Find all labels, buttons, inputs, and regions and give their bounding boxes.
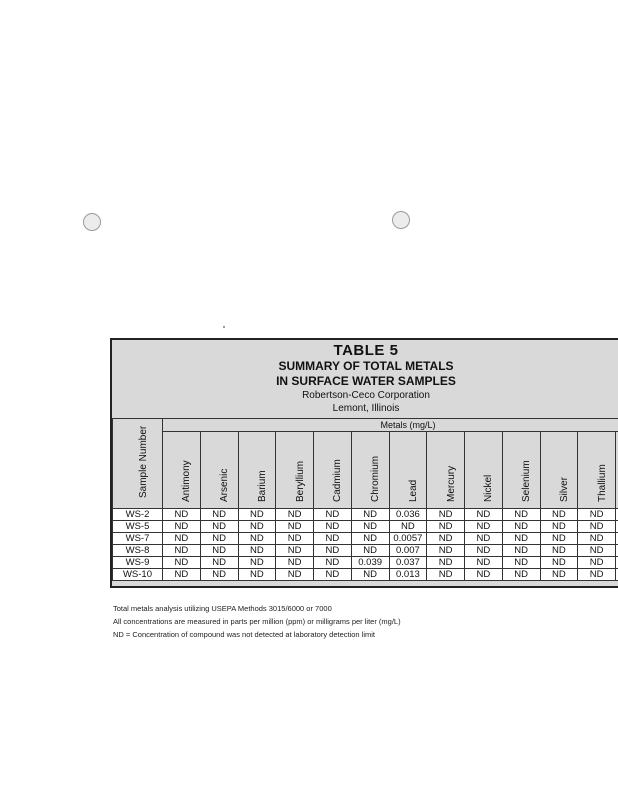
metal-value-cell: ND (276, 545, 314, 557)
metal-value-cell: ND (427, 533, 465, 545)
metal-value-cell: ND (200, 557, 238, 569)
metal-header-label: Thallium (596, 464, 608, 502)
metal-value-cell: ND (351, 533, 389, 545)
metal-value-cell: ND (351, 545, 389, 557)
metal-header-label: Silver (558, 476, 570, 502)
sample-id-cell: WS-2 (113, 509, 163, 521)
metal-value-cell: ND (465, 509, 503, 521)
metal-value-cell: ND (540, 557, 578, 569)
metal-value-cell: ND (314, 545, 352, 557)
site-location: Lemont, Illinois (332, 403, 400, 414)
sample-id-cell: WS-8 (113, 545, 163, 557)
metal-value-cell: ND (163, 509, 201, 521)
metal-value-cell: ND (314, 509, 352, 521)
metal-header-label: Selenium (521, 460, 533, 502)
metal-value-cell: ND (200, 509, 238, 521)
metal-value-cell: ND (465, 545, 503, 557)
table-body (113, 509, 618, 581)
metal-value-cell: ND (389, 521, 427, 533)
metal-value-cell: ND (465, 533, 503, 545)
metal-value-cell: ND (276, 533, 314, 545)
metal-value-cell: ND (163, 569, 201, 581)
metal-header-lead (389, 432, 427, 509)
metal-header-label: Lead (407, 479, 419, 502)
metal-header-label: Chromium (370, 455, 382, 502)
metal-header-label: Antimony (181, 460, 193, 502)
table-row (113, 521, 618, 533)
metal-value-cell: ND (502, 533, 540, 545)
metal-value-cell: 0.0057 (389, 533, 427, 545)
table-row (113, 545, 618, 557)
metal-value-cell: ND (502, 509, 540, 521)
metal-value-cell: ND (276, 521, 314, 533)
metal-value-cell: ND (200, 569, 238, 581)
metal-value-cell: ND (163, 533, 201, 545)
metal-value-cell: ND (502, 569, 540, 581)
metal-value-cell: ND (578, 521, 616, 533)
metal-value-cell: ND (427, 569, 465, 581)
note-nd-definition: ND = Concentration of compound was not detected at laboratory detection limit (113, 630, 376, 639)
metal-value-cell: ND (578, 509, 616, 521)
sample-number-header (113, 419, 163, 509)
metal-value-cell: ND (540, 509, 578, 521)
metal-value-cell: 0.039 (351, 557, 389, 569)
metal-value-cell: ND (276, 509, 314, 521)
metal-value-cell: 0.036 (389, 509, 427, 521)
metal-value-cell: 0.037 (389, 557, 427, 569)
metal-value-cell: ND (351, 521, 389, 533)
metal-value-cell: ND (465, 557, 503, 569)
metal-header-nickel (465, 432, 503, 509)
metal-value-cell: ND (238, 557, 276, 569)
metal-header-antimony (163, 432, 201, 509)
table-row (113, 557, 618, 569)
metal-header-row (113, 432, 618, 509)
metal-value-cell: ND (238, 509, 276, 521)
metal-value-cell: ND (502, 557, 540, 569)
metal-header-thallium (578, 432, 616, 509)
metal-value-cell: ND (578, 557, 616, 569)
metal-header-chromium (351, 432, 389, 509)
metal-header-arsenic (200, 432, 238, 509)
table-row (113, 569, 618, 581)
metal-value-cell: 0.007 (389, 545, 427, 557)
metal-value-cell: ND (540, 545, 578, 557)
metal-value-cell: ND (163, 545, 201, 557)
sample-id-cell: WS-7 (113, 533, 163, 545)
metal-value-cell: 0.013 (389, 569, 427, 581)
metal-header-selenium (502, 432, 540, 509)
metal-value-cell: ND (200, 533, 238, 545)
metal-value-cell: ND (578, 533, 616, 545)
metal-value-cell: ND (351, 569, 389, 581)
note-units: All concentrations are measured in parts per million (ppm) or milligrams per liter (mg/L) (113, 617, 401, 626)
metal-value-cell: ND (200, 545, 238, 557)
metal-header-beryllium (276, 432, 314, 509)
metal-value-cell: ND (351, 509, 389, 521)
metal-value-cell: ND (502, 545, 540, 557)
sample-id-cell: WS-9 (113, 557, 163, 569)
metal-value-cell: ND (238, 533, 276, 545)
hole-punch-left (83, 213, 101, 231)
metal-value-cell: ND (163, 557, 201, 569)
table-subtitle-line2: IN SURFACE WATER SAMPLES (276, 374, 456, 388)
company-name: Robertson-Ceco Corporation (302, 390, 430, 401)
metal-header-label: Mercury (445, 465, 457, 502)
metal-header-label: Cadmium (332, 459, 344, 502)
metal-value-cell: ND (314, 521, 352, 533)
table-row (113, 509, 618, 521)
metal-value-cell: ND (427, 545, 465, 557)
metal-value-cell: ND (540, 521, 578, 533)
metal-value-cell: ND (540, 533, 578, 545)
metal-value-cell: ND (427, 509, 465, 521)
metal-header-mercury (427, 432, 465, 509)
note-methods: Total metals analysis utilizing USEPA Methods 3015/6000 or 7000 (113, 604, 332, 613)
metal-value-cell: ND (163, 521, 201, 533)
metal-value-cell: ND (502, 521, 540, 533)
metal-header-label: Arsenic (219, 468, 231, 502)
metal-value-cell: ND (540, 569, 578, 581)
metal-value-cell: ND (314, 533, 352, 545)
metal-header-label: Barium (256, 470, 268, 502)
table-title: TABLE 5 (333, 342, 399, 359)
metals-summary-table (110, 338, 618, 588)
metal-value-cell: ND (200, 521, 238, 533)
metals-data-table (112, 418, 618, 581)
metal-value-cell: ND (276, 557, 314, 569)
table-notes (113, 602, 401, 641)
metal-value-cell: ND (238, 545, 276, 557)
metal-value-cell: ND (578, 545, 616, 557)
metals-group-header: Metals (mg/L) (163, 419, 618, 432)
metal-value-cell: ND (276, 569, 314, 581)
metal-header-silver (540, 432, 578, 509)
metal-value-cell: ND (238, 569, 276, 581)
table-row (113, 533, 618, 545)
table-title-block (112, 340, 618, 418)
metal-header-cadmium (314, 432, 352, 509)
metal-value-cell: ND (427, 521, 465, 533)
sample-id-cell: WS-5 (113, 521, 163, 533)
metal-value-cell: ND (238, 521, 276, 533)
metal-value-cell: ND (314, 569, 352, 581)
hole-punch-right (392, 211, 410, 229)
table-subtitle-line1: SUMMARY OF TOTAL METALS (278, 359, 454, 373)
metal-value-cell: ND (314, 557, 352, 569)
metal-header-label: Beryllium (294, 460, 306, 502)
metal-header-label: Nickel (483, 474, 495, 502)
metal-value-cell: ND (465, 521, 503, 533)
metal-value-cell: ND (578, 569, 616, 581)
sample-number-header-label: Sample Number (137, 425, 149, 498)
metal-header-barium (238, 432, 276, 509)
sample-id-cell: WS-10 (113, 569, 163, 581)
metal-value-cell: ND (427, 557, 465, 569)
metal-value-cell: ND (465, 569, 503, 581)
stray-mark (223, 326, 225, 328)
